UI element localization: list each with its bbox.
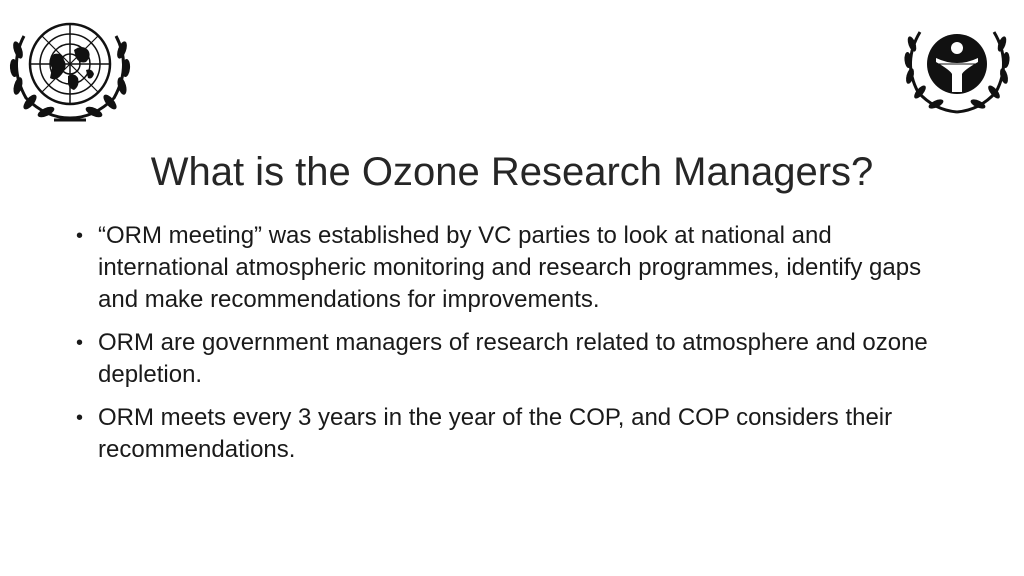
unep-emblem-icon (898, 18, 1016, 116)
bullet-text: ORM meets every 3 years in the year of the COP, and COP considers their recommendations. (98, 404, 893, 463)
bullet-dot-icon: • (76, 407, 84, 429)
bullet-text: “ORM meeting” was established by VC parties to look at national and international atmospheric monitoring and research programmes, identify gaps and make recommendations for improvements. (98, 222, 922, 313)
bullet-item (76, 327, 956, 391)
un-emblem-logo (2, 6, 138, 128)
bullet-item (76, 402, 956, 466)
bullet-dot-icon: • (76, 332, 84, 354)
bullet-list (76, 220, 956, 477)
slide-title: What is the Ozone Research Managers? (150, 150, 874, 194)
unep-emblem-logo (898, 18, 1016, 116)
bullet-dot-icon: • (76, 225, 84, 247)
bullet-item (76, 220, 956, 316)
un-emblem-icon (2, 6, 138, 128)
bullet-text: ORM are government managers of research related to atmosphere and ozone depletion. (98, 329, 928, 388)
